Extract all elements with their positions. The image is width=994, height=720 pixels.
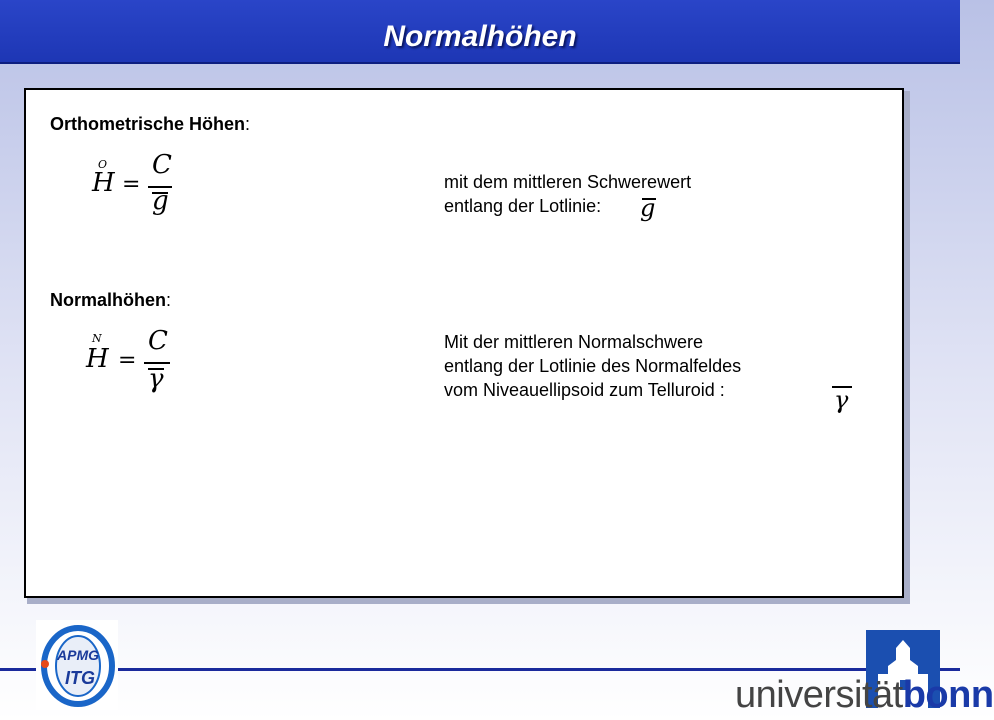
formula-lhs: H bbox=[92, 168, 115, 198]
formula-superscript: N bbox=[92, 332, 102, 345]
formula-equals: = bbox=[118, 348, 137, 373]
apmg-itg-logo bbox=[36, 620, 118, 710]
formula-superscript: O bbox=[98, 158, 108, 171]
uni-logo-regular: universität bbox=[735, 674, 903, 716]
formula-lhs: H bbox=[86, 344, 109, 374]
formula-numerator: C bbox=[148, 326, 168, 356]
orthometric-desc-line1: mit dem mittleren Schwerewert bbox=[444, 172, 692, 192]
formula-equals: = bbox=[122, 172, 141, 197]
title-underline bbox=[0, 62, 960, 64]
formula-denominator: g bbox=[152, 186, 169, 216]
logo-text-bottom: ITG bbox=[65, 668, 95, 688]
normal-desc-line2: entlang der Lotlinie des Normalfeldes bbox=[444, 356, 742, 376]
formula-denominator: γ bbox=[148, 364, 164, 394]
orthometric-heading-colon: : bbox=[245, 114, 251, 134]
orthometric-symbol: g bbox=[640, 194, 656, 222]
logo-dot bbox=[41, 660, 49, 668]
normal-desc-line1: Mit der mittleren Normalschwere bbox=[444, 332, 704, 352]
content-box bbox=[24, 88, 904, 598]
slide-title: Normalhöhen bbox=[383, 20, 577, 53]
uni-logo-bold: bonn bbox=[902, 674, 994, 716]
normal-heading bbox=[50, 290, 171, 311]
normal-heading-colon: : bbox=[166, 290, 172, 310]
normal-formula bbox=[82, 326, 202, 410]
normal-symbol: γ bbox=[834, 386, 849, 414]
orthometric-heading-label: Orthometrische Höhen bbox=[50, 114, 246, 134]
normal-description bbox=[444, 330, 741, 402]
normal-desc-line3: vom Niveauellipsoid zum Telluroid : bbox=[444, 380, 725, 400]
footer-line bbox=[0, 668, 960, 671]
universitaet-bonn-logo bbox=[735, 674, 994, 717]
normal-heading-label: Normalhöhen bbox=[50, 290, 167, 310]
orthometric-formula bbox=[88, 150, 198, 232]
formula-numerator: C bbox=[152, 150, 172, 180]
orthometric-desc-line2: entlang der Lotlinie: bbox=[444, 196, 602, 216]
logo-text-top: APMG bbox=[57, 647, 99, 663]
orthometric-heading bbox=[50, 114, 250, 135]
